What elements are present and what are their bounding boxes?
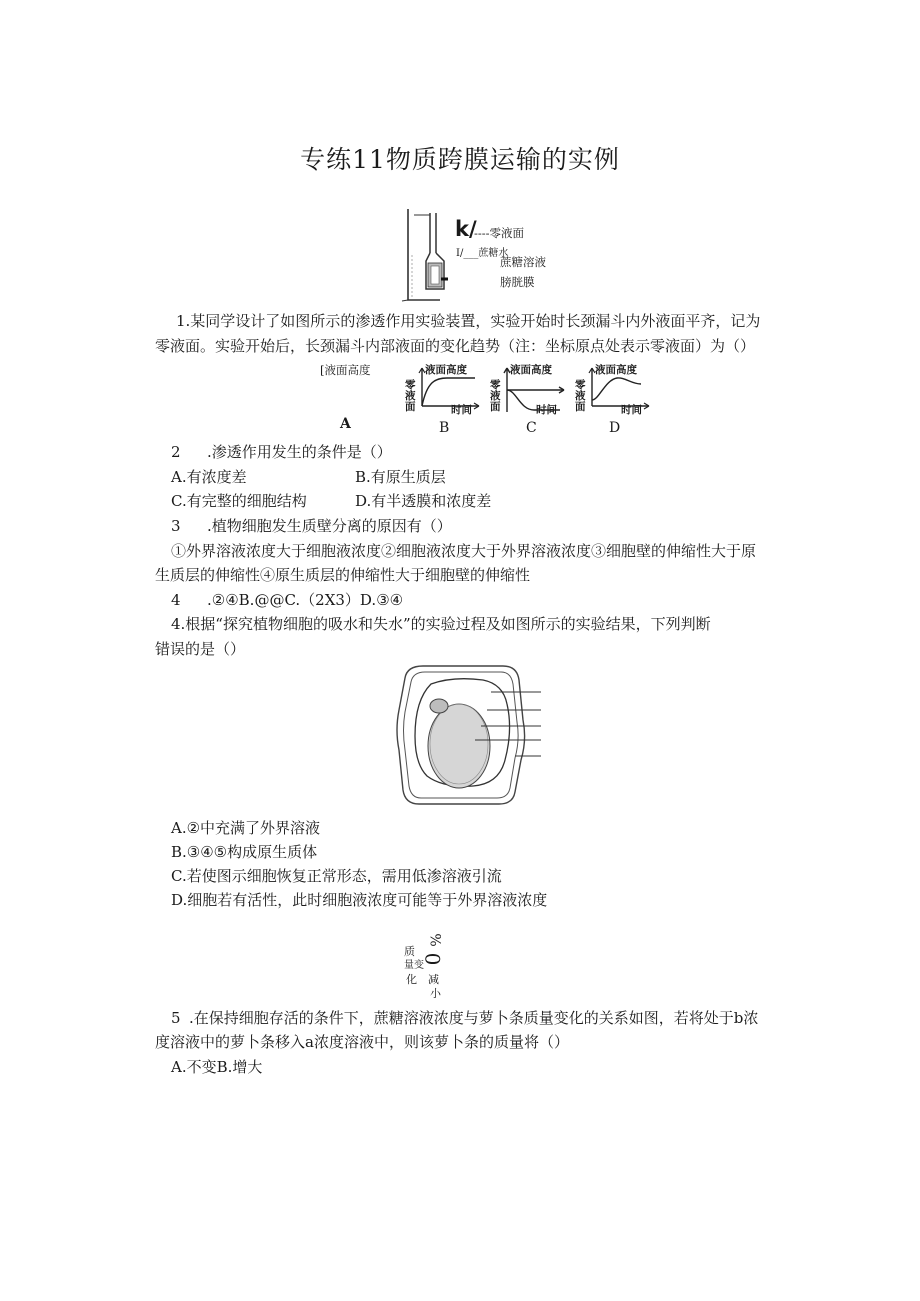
page-title: 专练11物质跨膜运输的实例 <box>300 145 620 174</box>
sucrose-solution-label: 蔗糖溶液 <box>500 255 546 269</box>
q2-option-d: D.有半透膜和浓度差 <box>355 492 492 510</box>
graph-c-ylabel: 液面高度 <box>510 364 552 376</box>
graph-d-ylabel: 液面高度 <box>595 364 637 376</box>
q4-stem-line1: 4.根据“探究植物细胞的吸水和失水”的实验过程及如图所示的实验结果，下列判断 <box>171 615 711 633</box>
graph-b-letter: B <box>439 420 450 436</box>
q4-option-b: B.③④⑤构成原生质体 <box>171 843 318 861</box>
q3-options-number: 4 <box>171 591 181 609</box>
graph-c-xlabel: 时间 <box>536 404 557 416</box>
zero-level-marker: k/ <box>455 217 477 241</box>
q2-stem: .渗透作用发生的条件是（） <box>207 443 392 461</box>
osmosis-apparatus-figure <box>400 205 460 303</box>
q5-options: A.不变B.增大 <box>171 1058 263 1076</box>
q4-option-c: C.若使图示细胞恢复正常形态，需用低渗溶液引流 <box>171 867 502 885</box>
graph-c <box>490 360 568 436</box>
option-a-letter: A <box>340 416 351 432</box>
graph-c-letter: C <box>526 420 537 436</box>
graph-b-ylabel: 液面高度 <box>425 364 467 376</box>
graph-d-letter: D <box>609 420 621 436</box>
q3-number: 3 <box>171 517 181 535</box>
q2-option-b: B.有原生质层 <box>355 468 446 486</box>
q5-number: 5 <box>171 1009 181 1027</box>
fig5-right-char1: 减 <box>428 973 439 986</box>
graph-b-side-label: 零液面 <box>405 379 416 413</box>
q2-option-a: A.有浓度差 <box>171 468 247 486</box>
q4-option-a: A.②中充满了外界溶液 <box>171 819 321 837</box>
q4-stem-line2: 错误的是（） <box>155 640 246 658</box>
fig5-zero: 0 <box>420 952 445 966</box>
q3-stem: .植物细胞发生质壁分离的原因有（） <box>207 517 452 535</box>
fig5-right-char2: 小 <box>430 987 441 1000</box>
graph-d-xlabel: 时间 <box>621 404 642 416</box>
graph-b <box>405 360 483 436</box>
q1-stem-line1: 1.某同学设计了如图所示的渗透作用实验装置，实验开始时长颈漏斗内外液面平齐，记为 <box>176 312 761 330</box>
fig5-percent: % <box>426 933 443 947</box>
zero-level-label: ----零液面 <box>474 226 525 240</box>
fig5-left-char1: 质 <box>404 945 415 958</box>
q3-statement-line2: 生质层的伸缩性④原生质层的伸缩性大于细胞壁的伸缩性 <box>155 566 531 584</box>
q2-option-c: C.有完整的细胞结构 <box>171 492 307 510</box>
sugar-water-label: I/___蔗糖水 <box>456 248 509 259</box>
graph-b-xlabel: 时间 <box>451 404 472 416</box>
q3-statement-line1: ①外界溶液浓度大于细胞液浓度②细胞液浓度大于外界溶液浓度③细胞壁的伸缩性大于原 <box>171 542 757 560</box>
q4-option-d: D.细胞若有活性，此时细胞液浓度可能等于外界溶液浓度 <box>171 891 548 909</box>
q5-stem-line1: .在保持细胞存活的条件下，蔗糖溶液浓度与萝卜条质量变化的关系如图，若将处于b浓 <box>189 1009 759 1027</box>
q3-options: .②④B.@@C.（2X3）D.③④ <box>207 591 404 609</box>
q1-stem-line2: 零液面。实验开始后，长颈漏斗内部液面的变化趋势（注：坐标原点处表示零液面）为（） <box>155 337 756 355</box>
fig5-left-char3: 化 <box>406 973 417 986</box>
q2-number: 2 <box>171 443 181 461</box>
bladder-membrane-label: 膀胱膜 <box>500 275 535 289</box>
q5-stem-line2: 度溶液中的萝卜条移入a浓度溶液中，则该萝卜条的质量将（） <box>155 1033 569 1051</box>
graph-a-ylabel: [液面高度 <box>320 363 371 377</box>
plasmolysis-cell-figure <box>395 660 545 810</box>
graph-c-side-label: 零液面 <box>490 379 501 413</box>
graph-d-side-label: 零液面 <box>575 379 586 413</box>
fig5-left-char2: 量变 <box>404 960 424 971</box>
mass-change-figure <box>404 928 454 1000</box>
graph-d <box>575 360 653 436</box>
